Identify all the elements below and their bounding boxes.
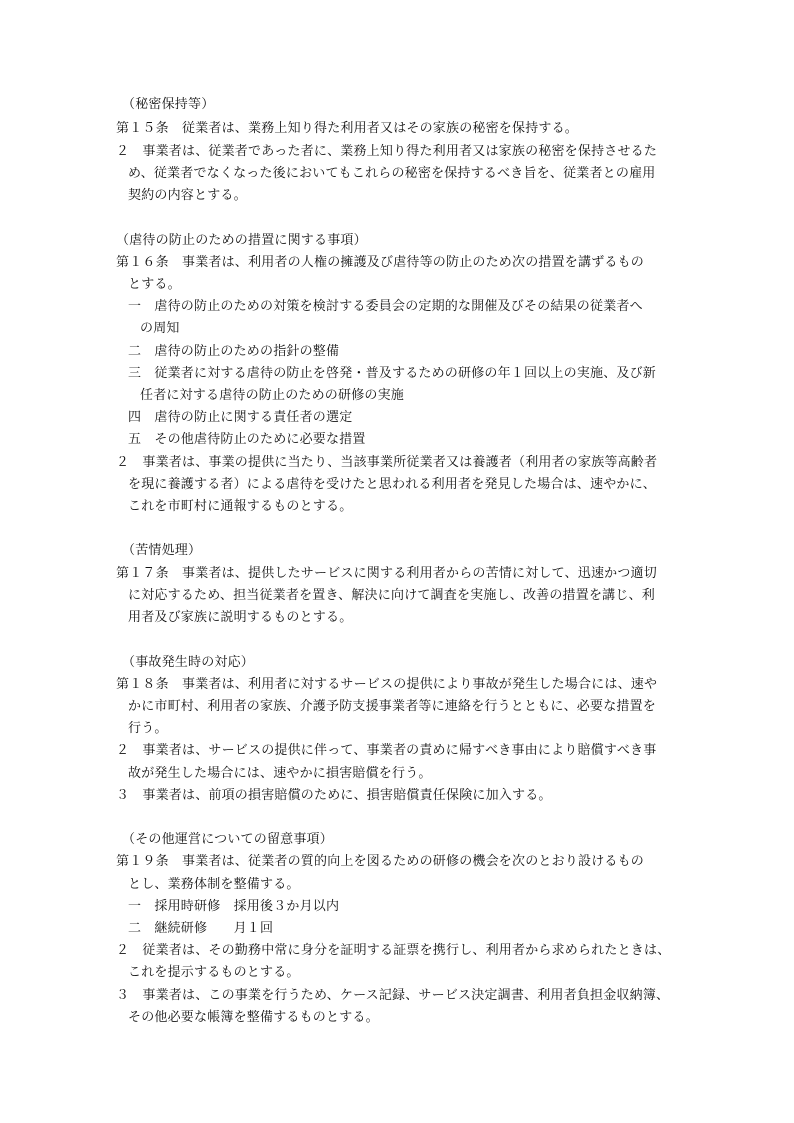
article-line: 第１８条 事業者は、利用者に対するサービスの提供により事故が発生した場合には、速や: [116, 677, 658, 692]
paragraph-line: ２ 事業者は、従業者であった者に、業務上知り得た利用者又は家族の秘密を保持させるた: [116, 144, 658, 159]
item-line: 一 虐待の防止のための対策を検討する委員会の定期的な開催及びその結果の従業者へ: [128, 299, 643, 314]
paragraph-line: これを市町村に通報するものとする。: [128, 499, 353, 514]
paragraph-line: その他必要な帳簿を整備するものとする。: [128, 1010, 379, 1025]
paragraph-line: ２ 事業者は、事業の提供に当たり、当該事業所従業者又は養護者（利用者の家族等高齢者: [116, 455, 658, 470]
paragraph-line: め、従業者でなくなった後においてもこれらの秘密を保持するべき旨を、従業者との雇用: [128, 166, 656, 181]
article-line: 用者及び家族に説明するものとする。: [128, 610, 353, 625]
section-heading: （虐待の防止のための措置に関する事項）: [116, 233, 367, 248]
section-heading: （事故発生時の対応）: [122, 655, 255, 670]
paragraph-line: ２ 従業者は、その勤務中常に身分を証明する証票を携行し、利用者から求められたときは、: [116, 943, 671, 958]
item-line: 一 採用時研修 採用後３か月以内: [128, 899, 340, 914]
item-line: 五 その他虐待防止のために必要な措置: [128, 432, 366, 447]
paragraph-line: ２ 事業者は、サービスの提供に伴って、事業者の責めに帰すべき事由により賠償すべき事: [116, 743, 657, 758]
item-line: 三 従業者に対する虐待の防止を啓発・普及するための研修の年１回以上の実施、及び新: [128, 366, 657, 381]
section-heading: （苦情処理）: [122, 543, 202, 558]
article-line: とする。: [128, 277, 181, 292]
section-heading: （その他運営についての留意事項）: [122, 832, 333, 847]
item-line: の周知: [140, 321, 180, 336]
paragraph-line: 契約の内容とする。: [128, 188, 247, 203]
paragraph-line: ３ 事業者は、前項の損害賠償のために、損害賠償責任保険に加入する。: [116, 788, 552, 803]
article-line: 第１５条 従業者は、業務上知り得た利用者又はその家族の秘密を保持する。: [116, 121, 579, 136]
paragraph-line: を現に養護する者）による虐待を受けたと思われる利用者を発見した場合は、速やかに、: [128, 477, 657, 492]
article-line: 第１７条 事業者は、提供したサービスに関する利用者からの苦情に対して、迅速かつ適切: [116, 566, 657, 581]
item-line: 任者に対する虐待の防止のための研修の実施: [140, 388, 405, 403]
article-line: 第１６条 事業者は、利用者の人権の擁護及び虐待等の防止のため次の措置を講ずるもの: [116, 255, 645, 270]
paragraph-line: 故が発生した場合には、速やかに損害賠償を行う。: [128, 766, 432, 781]
section-heading: （秘密保持等）: [122, 97, 215, 112]
article-line: 行う。: [128, 721, 168, 736]
item-line: 二 虐待の防止のための指針の整備: [128, 344, 340, 359]
article-line: に対応するため、担当従業者を置き、解決に向けて調査を実施し、改善の措置を講じ、利: [128, 588, 655, 603]
article-line: かに市町村、利用者の家族、介護予防支援事業者等に連絡を行うとともに、必要な措置を: [128, 699, 657, 714]
paragraph-line: これを提示するものとする。: [128, 965, 300, 980]
item-line: 二 継続研修 月１回: [128, 921, 274, 936]
item-line: 四 虐待の防止に関する責任者の選定: [128, 410, 353, 425]
paragraph-line: ３ 事業者は、この事業を行うため、ケース記録、サービス決定調書、利用者負担金収納簿、: [116, 988, 670, 1003]
article-line: とし、業務体制を整備する。: [128, 877, 300, 892]
article-line: 第１９条 事業者は、従業者の質的向上を図るための研修の機会を次のとおり設けるもの: [116, 854, 645, 869]
